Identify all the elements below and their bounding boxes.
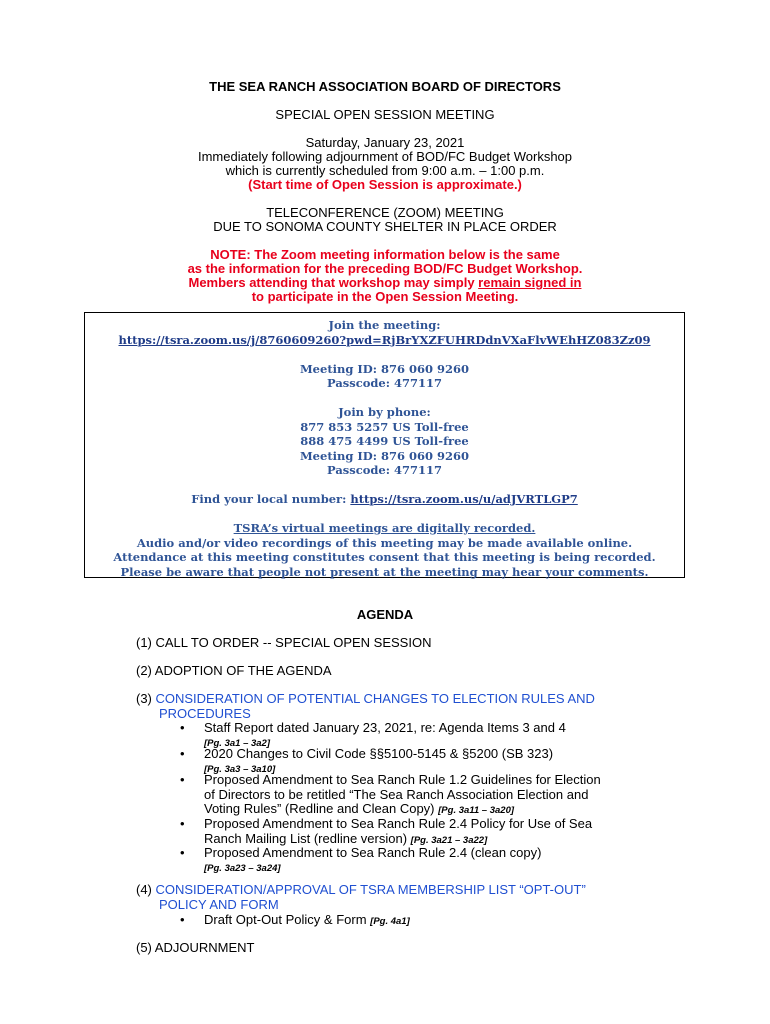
join-meeting-link[interactable]: https://tsra.zoom.us/j/8760609260?pwd=RjBrYXZFUHRDdnVXaFlvWEhHZ083Zz09 [118,332,651,347]
recorded-line-2: Audio and/or video recordings of this meeting may be made available online. [136,535,633,550]
phone-label: Join by phone: [338,405,431,419]
recorded-line-4: Please be aware that people not present at the meeting may hear your comments. [120,564,649,579]
agenda-item-3: (3) CONSIDERATION OF POTENTIAL CHANGES TO ELECTION RULES AND PROCEDURES [136,691,595,721]
start-note: (Start time of Open Session is approximate.) [248,177,522,192]
recorded-notice: TSRA’s virtual meetings are digitally recorded. [233,521,536,535]
bullet: • [180,720,185,735]
agenda-item-2: (2) ADOPTION OF THE AGENDA [136,663,332,678]
page-ref: [Pg. 3a3 – 3a10] [204,763,276,775]
meeting-id-phone: Meeting ID: 876 060 9260 [299,448,470,463]
page-ref: [Pg. 4a1] [370,916,410,927]
meeting-id: Meeting ID: 876 060 9260 [299,361,470,376]
remain-signed-in-text: remain signed in [478,275,582,290]
agenda-title: AGENDA [356,607,414,622]
local-number-line: Find your local number: https://tsra.zoom.us/u/adJVRTLGP7 [191,492,578,506]
org-title: THE SEA RANCH ASSOCIATION BOARD OF DIRECTORS [209,79,561,94]
passcode: Passcode: 477117 [326,376,443,390]
bullet: • [180,845,185,860]
page-ref: [Pg. 3a23 – 3a24] [204,862,281,874]
bullet: • [180,912,185,927]
bullet: • [180,746,185,761]
meeting-type: SPECIAL OPEN SESSION MEETING [275,107,495,122]
bullet: • [180,772,185,787]
note-line-3: Members attending that workshop may simply remain signed in [188,275,582,290]
passcode-phone: Passcode: 477117 [326,463,443,477]
note-line-2: as the information for the preceding BOD/FC Budget Workshop. [187,261,583,276]
document-page: THE SEA RANCH ASSOCIATION BOARD OF DIRECTORS SPECIAL OPEN SESSION MEETING Saturday, January 23, 2021 Immediately following adjournment of BOD/FC Budget Workshop which is currently scheduled from 9:00 a.m. – 1:00 p.m. (Start time of Open Session is approximate.) TELECONFERENCE (ZOOM) MEETING DUE TO SONOMA COUNTY SHELTER IN PLACE ORDER NOTE: The Zoom meeting information below is the same as the information for the preceding BOD/FC Budget Workshop. Members attending that workshop may simply remain signed in to participate in the Open Session Meeting. Join the meeting: https://tsra.zoom.us/j/8760609260?pwd=RjBrYXZFUHRDdnVXaFlvWEhHZ083Zz09 Meeting ID: 876 060 9260 Passcode: 477117 Join by phone: 877 853 5257 US Toll-free 888 475 4499 US Toll-free Meeting ID: 876 060 9260 Passcode: 477117 Find your local number: https://tsra.zoom.us/u/adJVRTLGP7 TSRA’s virtual meetings are digitally recorded. Audio and/or video recordings of this meeting may be made available online. Attendance at this meeting constitutes consent that this meeting is being recorded. Please be aware that people not present at the meeting may hear your comments. AGENDA (1) CALL TO ORDER -- SPECIAL OPEN SESSION (2) ADOPTION OF THE AGENDA (3) CONSIDERATION OF POTENTIAL CHANGES TO ELECTION RULES AND PROCEDURES • Staff Report dated January 23, 2021, re: Agenda Items 3 and 4 [Pg. 3a1 – 3a2] • 2020 Changes to Civil Code §§5100-5145 & §5200 (SB 323) [Pg. 3a3 – 3a10] • Proposed Amendment to Sea Ranch Rule 1.2 Guidelines for Election of Directors to be retitled “The Sea Ranch Association Election and Voting Rules” (Redline and Clean Copy) [Pg. 3a11 – 3a20] • Proposed Amendment to Sea Ranch Rule 2.4 Policy for Use of Sea Ranch Mailing List (redline version) [Pg. 3a21 – 3a22] • Proposed Amendment to Sea Ranch Rule 2.4 (clean copy) [Pg. 3a23 – 3a24] (4) CONSIDERATION/APPROVAL OF TSRA MEMBERSHIP LIST “OPT-OUT” POLICY AND FORM • Draft Opt-Out Policy & Form [Pg. 4a1] (5) ADJOURNMENT [0,0,770,1024]
agenda-item-4-title: CONSIDERATION/APPROVAL OF TSRA MEMBERSHIP LIST “OPT-OUT” [155,882,586,897]
local-number-link[interactable]: https://tsra.zoom.us/u/adJVRTLGP7 [350,492,578,506]
page-ref: [Pg. 3a1 – 3a2] [204,737,271,749]
recorded-line-3: Attendance at this meeting constitutes consent that this meeting is being recorded. [113,550,656,564]
agenda-item-1: (1) CALL TO ORDER -- SPECIAL OPEN SESSION [136,635,432,650]
join-label: Join the meeting: [328,318,441,332]
agenda-item-3-title: CONSIDERATION OF POTENTIAL CHANGES TO ELECTION RULES AND [155,691,595,706]
agenda-item-5: (5) ADJOURNMENT [136,940,255,955]
format-line-1: TELECONFERENCE (ZOOM) MEETING [266,205,504,220]
phone-number-2: 888 475 4499 US Toll-free [300,434,469,448]
format-line-2: DUE TO SONOMA COUNTY SHELTER IN PLACE ORDER [213,219,557,234]
page-ref: [Pg. 3a21 – 3a22] [410,834,488,846]
time-line-1: Immediately following adjournment of BOD/FC Budget Workshop [197,149,573,164]
agenda-item-4: (4) CONSIDERATION/APPROVAL OF TSRA MEMBERSHIP LIST “OPT-OUT” POLICY AND FORM [136,882,586,912]
bullet: • [180,816,185,831]
meeting-date: Saturday, January 23, 2021 [305,135,465,150]
note-line-1: NOTE: The Zoom meeting information below is the same [210,247,560,262]
note-line-4: to participate in the Open Session Meeting. [251,289,519,304]
zoom-info-box [84,312,685,578]
phone-number-1: 877 853 5257 US Toll-free [300,419,469,434]
page-ref: [Pg. 3a11 – 3a20] [438,805,515,816]
time-line-2: which is currently scheduled from 9:00 a.m. – 1:00 p.m. [225,163,545,178]
